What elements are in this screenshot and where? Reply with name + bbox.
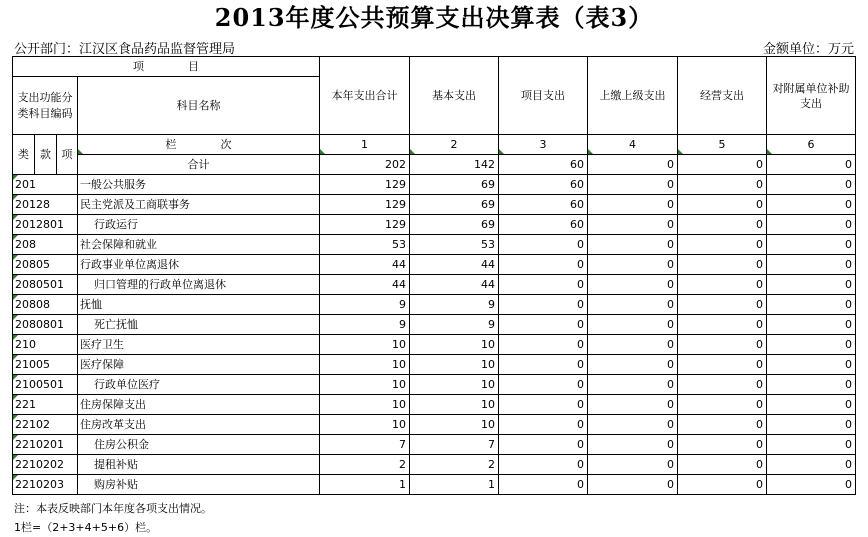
row-value: 129 [320,175,410,195]
row-value: 0 [767,215,856,235]
row-subject-name: 行政事业单位离退休 [78,255,320,275]
row-value: 0 [767,235,856,255]
header-col-subsidy: 对附属单位补助支出 [767,57,856,135]
row-subject-name: 社会保障和就业 [78,235,320,255]
row-value: 44 [410,255,499,275]
row-value: 7 [320,435,410,455]
row-subject-name: 医疗卫生 [78,335,320,355]
header-item: 项 目 [13,57,320,77]
row-value: 0 [499,335,588,355]
row-value: 1 [320,475,410,495]
row-value: 129 [320,195,410,215]
row-code: 22102 [13,415,78,435]
row-value: 9 [320,295,410,315]
row-value: 2 [320,455,410,475]
budget-table [12,56,856,495]
row-value: 0 [588,375,678,395]
row-value: 0 [767,375,856,395]
col-num-4: 4 [588,135,678,155]
row-value: 0 [678,435,767,455]
row-value: 0 [499,255,588,275]
row-value: 0 [499,375,588,395]
row-value: 0 [678,275,767,295]
row-code: 20808 [13,295,78,315]
row-value: 0 [588,475,678,495]
table-row [13,335,856,355]
table-row [13,235,856,255]
row-value: 0 [499,455,588,475]
col-num-5: 5 [678,135,767,155]
row-value: 0 [499,435,588,455]
col-num-3: 3 [499,135,588,155]
row-value: 0 [588,315,678,335]
row-value: 69 [410,215,499,235]
row-code: 221 [13,395,78,415]
row-value: 0 [767,195,856,215]
row-value: 69 [410,175,499,195]
row-value: 0 [678,475,767,495]
header-col-basic: 基本支出 [410,57,499,135]
row-value: 69 [410,195,499,215]
row-value: 10 [320,335,410,355]
row-value: 44 [410,275,499,295]
row-value: 129 [320,215,410,235]
row-value: 0 [588,355,678,375]
note-formula: 1栏=（2+3+4+5+6）栏。 [14,521,158,534]
row-code: 2012801 [13,215,78,235]
total-value: 202 [320,155,410,175]
total-row [13,155,856,175]
row-value: 0 [767,335,856,355]
row-code: 2210201 [13,435,78,455]
row-value: 0 [588,415,678,435]
table-row [13,435,856,455]
row-value: 0 [678,355,767,375]
row-value: 0 [678,335,767,355]
row-code: 210 [13,335,78,355]
row-code: 2210202 [13,455,78,475]
row-value: 44 [320,255,410,275]
row-code: 2210203 [13,475,78,495]
header-func-code: 支出功能分类科目编码 [13,77,78,135]
row-value: 10 [410,335,499,355]
row-value: 0 [588,215,678,235]
table-row [13,175,856,195]
row-value: 0 [499,235,588,255]
row-value: 0 [499,475,588,495]
row-value: 0 [767,315,856,335]
row-value: 2 [410,455,499,475]
department-label: 公开部门：江汉区食品药品监督管理局 [14,42,236,57]
row-value: 0 [499,395,588,415]
row-value: 10 [410,355,499,375]
row-value: 0 [588,295,678,315]
table-row [13,415,856,435]
header-col-operating: 经营支出 [678,57,767,135]
header-kuan: 款 [35,135,57,175]
row-value: 0 [678,395,767,415]
row-value: 0 [588,395,678,415]
row-value: 0 [588,195,678,215]
row-value: 10 [410,415,499,435]
row-subject-name: 医疗保障 [78,355,320,375]
row-value: 0 [767,255,856,275]
row-value: 0 [678,215,767,235]
row-value: 0 [767,415,856,435]
row-value: 0 [678,295,767,315]
header-col-total: 本年支出合计 [320,57,410,135]
row-value: 60 [499,175,588,195]
row-value: 0 [678,175,767,195]
row-value: 0 [588,255,678,275]
row-value: 0 [678,375,767,395]
header-col-project: 项目支出 [499,57,588,135]
row-value: 10 [320,415,410,435]
table-row [13,475,856,495]
row-value: 10 [410,375,499,395]
row-code: 21005 [13,355,78,375]
row-value: 53 [410,235,499,255]
header-lei: 类 [13,135,35,175]
table-row [13,355,856,375]
row-code: 2080801 [13,315,78,335]
table-row [13,395,856,415]
row-subject-name: 归口管理的行政单位离退休 [78,275,320,295]
total-value: 0 [767,155,856,175]
row-value: 0 [499,415,588,435]
header-col-remit: 上缴上级支出 [588,57,678,135]
row-subject-name: 住房改革支出 [78,415,320,435]
header-subject-name: 科目名称 [78,77,320,135]
row-code: 208 [13,235,78,255]
unit-label: 金额单位：万元 [762,42,854,57]
total-value: 0 [588,155,678,175]
row-value: 60 [499,215,588,235]
row-value: 0 [767,175,856,195]
row-code: 2100501 [13,375,78,395]
table-row [13,375,856,395]
row-value: 0 [767,275,856,295]
row-value: 0 [499,355,588,375]
total-value: 0 [678,155,767,175]
total-label: 合计 [78,155,320,175]
row-subject-name: 购房补贴 [78,475,320,495]
row-value: 7 [410,435,499,455]
row-subject-name: 死亡抚恤 [78,315,320,335]
row-value: 9 [410,295,499,315]
row-value: 0 [588,335,678,355]
row-value: 0 [767,355,856,375]
col-num-6: 6 [767,135,856,155]
row-value: 0 [588,455,678,475]
header-lanci: 栏 次 [78,135,320,155]
row-subject-name: 抚恤 [78,295,320,315]
row-value: 0 [588,275,678,295]
table-title: 2013年度公共预算支出决算表（表3） [214,3,654,32]
row-subject-name: 行政运行 [78,215,320,235]
row-subject-name: 一般公共服务 [78,175,320,195]
row-value: 10 [320,395,410,415]
row-value: 10 [410,395,499,415]
row-code: 2080501 [13,275,78,295]
row-code: 201 [13,175,78,195]
row-value: 0 [678,235,767,255]
row-value: 0 [767,395,856,415]
table-row [13,195,856,215]
row-value: 9 [320,315,410,335]
row-value: 9 [410,315,499,335]
row-code: 20805 [13,255,78,275]
row-value: 0 [588,175,678,195]
row-value: 10 [320,375,410,395]
header-xiang: 项 [57,135,78,175]
row-value: 10 [320,355,410,375]
table-row [13,315,856,335]
row-subject-name: 提租补贴 [78,455,320,475]
row-value: 44 [320,275,410,295]
row-value: 1 [410,475,499,495]
table-row [13,455,856,475]
row-value: 0 [678,455,767,475]
row-value: 0 [767,435,856,455]
row-value: 0 [499,315,588,335]
total-value: 142 [410,155,499,175]
row-subject-name: 住房保障支出 [78,395,320,415]
table-row [13,215,856,235]
row-subject-name: 民主党派及工商联事务 [78,195,320,215]
note-description: 注：本表反映部门本年度各项支出情况。 [14,502,212,515]
table-row [13,275,856,295]
row-value: 0 [678,255,767,275]
row-value: 0 [588,235,678,255]
row-subject-name: 住房公积金 [78,435,320,455]
row-value: 0 [499,275,588,295]
row-code: 20128 [13,195,78,215]
row-subject-name: 行政单位医疗 [78,375,320,395]
col-num-2: 2 [410,135,499,155]
table-row [13,295,856,315]
row-value: 0 [767,475,856,495]
row-value: 0 [767,295,856,315]
row-value: 0 [678,315,767,335]
row-value: 0 [767,455,856,475]
row-value: 0 [678,195,767,215]
col-num-1: 1 [320,135,410,155]
row-value: 60 [499,195,588,215]
row-value: 0 [588,435,678,455]
total-value: 60 [499,155,588,175]
row-value: 53 [320,235,410,255]
row-value: 0 [678,415,767,435]
row-value: 0 [499,295,588,315]
table-row [13,255,856,275]
